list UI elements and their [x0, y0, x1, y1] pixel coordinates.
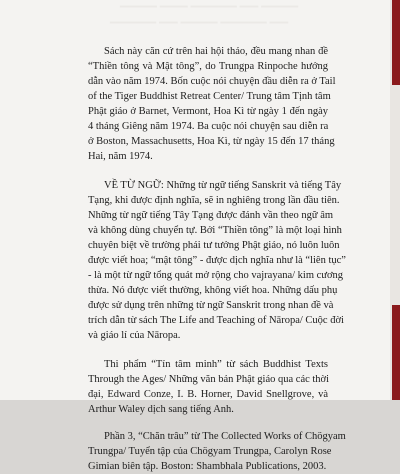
text-line: Phần 3, “Chăn trâu” từ The Collected Works of Chögyam: [88, 429, 328, 444]
text-line: và giáo lí của Nāropa.: [88, 328, 328, 343]
text-line: Thi phẩm “Tín tâm minh” từ sách Buddhist Texts: [88, 357, 328, 372]
text-line: of the Tiger Buddhist Retreat Center/ Trung tâm Tịnh tâm: [88, 89, 328, 104]
text-line: được sử dụng trên những từ ngữ Sanskrit trong nhan đề và: [88, 298, 328, 313]
text-line: Arthur Waley dịch sang tiếng Anh.: [88, 402, 328, 417]
text-line: Tạng, khi được định nghĩa, sẽ in nghiêng trong lần đầu tiên.: [88, 193, 328, 208]
text-line: Phật giáo ở Barnet, Vermont, Hoa Kì từ ngày 1 đến ngày: [88, 104, 328, 119]
text-line: Gimian biên tập. Boston: Shambhala Publications, 2003.: [88, 459, 328, 474]
poem-credit-paragraph: [88, 357, 328, 417]
text-line: trích dẫn từ sách The Life and Teaching of Nāropa/ Cuộc đời: [88, 313, 328, 328]
text-line: - là một từ ngữ tổng quát mở rộng cho vajrayana/ kim cương: [88, 268, 328, 283]
text-line: VỀ TỪ NGỮ: Những từ ngữ tiếng Sanskrit và tiếng Tây: [88, 178, 328, 193]
chapter-credit-paragraph: [88, 429, 328, 474]
text-line: được viết hoa; “mật tông” - được dịch nghĩa như là “liên tục”: [88, 253, 328, 268]
text-line: Trungpa/ Tuyển tập của Chögyam Trungpa, Carolyn Rose: [88, 444, 328, 459]
text-line: chuyên biệt về trường phái tư tưởng Phật giáo, nó luôn luôn: [88, 238, 328, 253]
text-line: ở Boston, Massachusetts, Hoa Kì, từ ngày 15 đến 17 tháng: [88, 134, 328, 149]
terminology-note-paragraph: [88, 178, 328, 343]
text-line: “Thiền tông và Mật tông”, do Trungpa Rinpoche hướng: [88, 59, 328, 74]
text-line: và không dùng chuyển tự. Bởi “Thiền tông” là một loại hình: [88, 223, 328, 238]
cover-edge-bottom: [392, 305, 400, 400]
cover-edge-top: [392, 0, 400, 85]
text-line: Hai, năm 1974.: [88, 149, 328, 164]
text-line: Sách này căn cứ trên hai hội thảo, đều mang nhan đề: [88, 44, 328, 59]
text-line: thừa. Nó được viết thường, không viết hoa. Những dấu phụ: [88, 283, 328, 298]
text-line: dẫn vào năm 1974. Bốn cuộc nói chuyện đầu diễn ra ở Tail: [88, 74, 328, 89]
text-line: đại, Edward Conze, I. B. Horner, David Snellgrove, và: [88, 387, 328, 402]
text-line: 4 tháng Giêng năm 1974. Ba cuộc nói chuyện sau diễn ra: [88, 119, 328, 134]
source-note-paragraph: [88, 44, 328, 164]
bleed-through-text: ▔▔▔▔ ▔▔▔ ▔▔▔▔▔ ▔▔ ▔▔▔▔ ▔▔▔▔▔ ▔▔ ▔▔▔▔ ▔▔▔▔▔ ▔▔: [0, 0, 390, 40]
text-line: Những từ ngữ tiếng Tây Tạng được đánh vần theo ngữ âm: [88, 208, 328, 223]
text-line: Through the Ages/ Những văn bản Phật giáo qua các thời: [88, 372, 328, 387]
page-body: [88, 44, 328, 474]
